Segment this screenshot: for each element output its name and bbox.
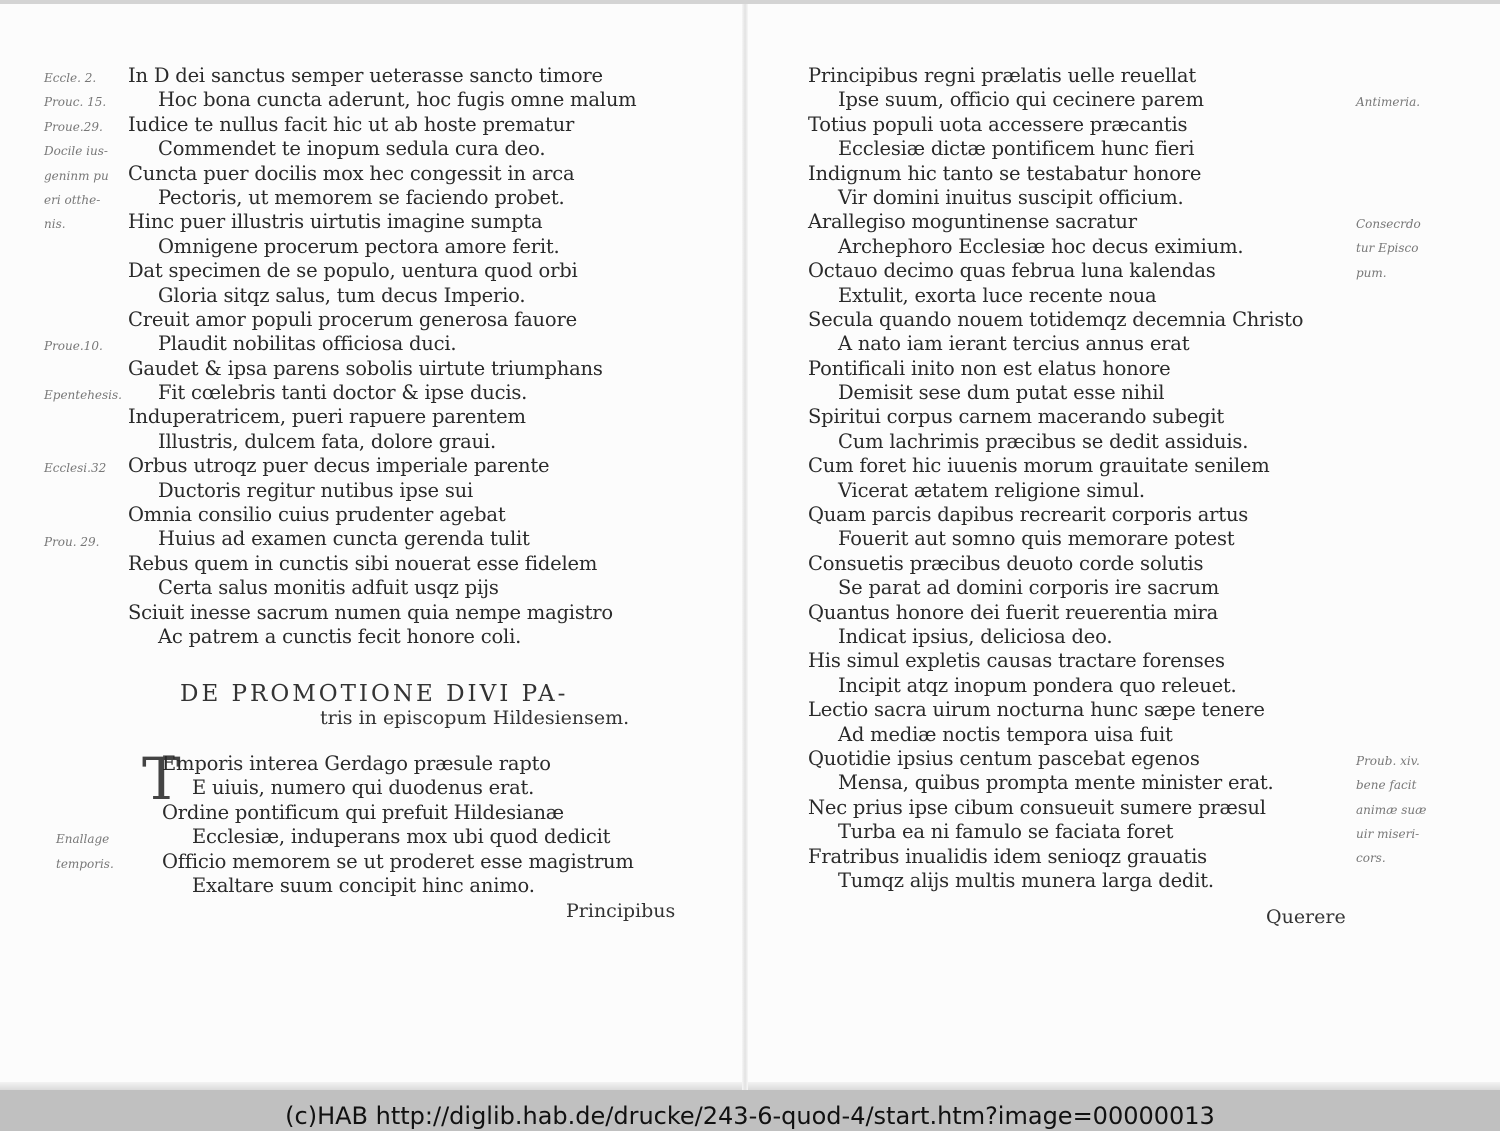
verse-line: Ecclesiæ dictæ pontificem hunc fieri — [838, 137, 1195, 161]
verse-line: Spiritui corpus carnem macerando subegit — [808, 405, 1225, 429]
margin-note: cors. — [1356, 851, 1386, 866]
verse-line: A nato iam ierant tercius annus erat — [838, 332, 1190, 356]
margin-note: eri otthe- — [44, 193, 101, 207]
verse-line: Cuncta puer docilis mox hec congessit in arca — [128, 161, 575, 185]
verse-line: Creuit amor populi procerum generosa fauore — [128, 307, 577, 331]
verse-line: Plaudit nobilitas officiosa duci. — [158, 332, 457, 356]
verse-line: Vir domini inuitus suscipit officium. — [838, 185, 1184, 209]
verse-line: Emporis interea Gerdago præsule rapto — [162, 752, 551, 775]
verse-line: Arallegiso moguntinense sacratur — [808, 210, 1137, 234]
verse-line: Fouerit aut somno quis memorare potest — [838, 527, 1235, 551]
verse-line: Ecclesiæ, induperans mox ubi quod dedicit — [192, 825, 611, 849]
margin-note: geninm pu — [44, 168, 109, 183]
margin-note: Proub. xiv. — [1356, 753, 1420, 768]
verse-line: Fit cœlebris tanti doctor & ipse ducis. — [158, 381, 528, 405]
verse-line: Cum lachrimis præcibus se dedit assiduis. — [838, 429, 1249, 453]
verse-line: Induperatricem, pueri rapuere parentem — [128, 405, 526, 429]
verse-line: Quantus honore dei fuerit reuerentia mira — [808, 600, 1219, 624]
verse-line: Ductoris regitur nutibus ipse sui — [158, 478, 474, 502]
drop-capital: T — [142, 745, 181, 813]
verse-line: Archephoro Ecclesiæ hoc decus eximium. — [838, 234, 1244, 258]
book-gutter — [742, 4, 748, 1094]
verse-line: Rebus quem in cunctis sibi nouerat esse fidelem — [128, 551, 598, 575]
verse-line: Orbus utroqz puer decus imperiale parente — [128, 454, 550, 478]
verse-line: Hinc puer illustris uirtutis imagine sumpta — [128, 210, 543, 234]
verse-line: Mensa, quibus prompta mente minister erat. — [838, 771, 1274, 795]
verse-line: Sciuit inesse sacrum numen quia nempe magistro — [128, 600, 613, 624]
verse-line: Ipse suum, officio qui cecinere parem — [838, 88, 1204, 112]
left-catchword: Principibus — [566, 900, 676, 922]
verse-line: Illustris, dulcem fata, dolore graui. — [158, 429, 496, 453]
verse-line: Nec prius ipse cibum consueuit sumere præsul — [808, 795, 1266, 819]
margin-note: uir miseri- — [1356, 827, 1420, 841]
section-subheading: tris in episcopum Hildesiensem. — [320, 707, 630, 729]
right-catchword: Querere — [1266, 906, 1346, 928]
verse-line: Indicat ipsius, deliciosa deo. — [838, 624, 1113, 648]
verse-line: Lectio sacra uirum nocturna hunc sæpe tenere — [808, 698, 1265, 722]
margin-note: Enallage — [56, 832, 110, 847]
verse-line: Ac patrem a cunctis fecit honore coli. — [158, 624, 522, 648]
margin-note: Consecrdo — [1356, 217, 1421, 231]
margin-note: animæ suæ — [1356, 802, 1427, 817]
verse-line: His simul expletis causas tractare forenses — [808, 649, 1225, 673]
left-page-text-lower — [162, 752, 634, 898]
verse-line: Dat specimen de se populo, uentura quod orbi — [128, 259, 578, 283]
verse-line: Ad mediæ noctis tempora uisa fuit — [838, 722, 1173, 746]
verse-line: Certa salus monitis adfuit usqz pijs — [158, 576, 499, 600]
verse-line: E uiuis, numero qui duodenus erat. — [192, 776, 535, 800]
verse-line: Totius populi uota accessere præcantis — [808, 112, 1188, 136]
verse-line: Pontificali inito non est elatus honore — [808, 356, 1171, 380]
verse-line: Consuetis præcibus deuoto corde solutis — [808, 551, 1204, 575]
section-heading: DE PROMOTIONE DIVI PA- — [180, 681, 569, 707]
margin-note: Docile ius- — [44, 144, 108, 159]
verse-line: Turba ea ni famulo se faciata foret — [838, 820, 1174, 844]
margin-note: tur Episco — [1356, 241, 1419, 256]
verse-line: Fratribus inualidis idem senioqz grauatis — [808, 844, 1207, 868]
margin-note: Prouc. 15. — [44, 95, 107, 110]
verse-line: Indignum hic tanto se testabatur honore — [808, 161, 1202, 185]
verse-line: Officio memorem se ut proderet esse magistrum — [162, 849, 634, 873]
verse-line: Quam parcis dapibus recrearit corporis artus — [808, 503, 1249, 527]
left-page-text — [128, 64, 636, 649]
margin-note: nis. — [44, 217, 66, 232]
verse-line: Quotidie ipsius centum pascebat egenos — [808, 746, 1200, 770]
verse-line: Incipit atqz inopum pondera quo releuet. — [838, 673, 1237, 697]
verse-line: Iudice te nullus facit hic ut ab hoste prematur — [128, 112, 575, 136]
verse-line: Vicerat ætatem religione simul. — [838, 478, 1145, 502]
verse-line: Gaudet & ipsa parens sobolis uirtute triumphans — [128, 356, 603, 380]
verse-line: Omnigene procerum pectora amore ferit. — [158, 234, 560, 258]
margin-note: Eccle. 2. — [44, 71, 97, 85]
margin-note: Proue.10. — [44, 339, 103, 354]
verse-line: In D dei sanctus semper ueterasse sancto timore — [128, 64, 603, 87]
verse-line: Gloria sitqz salus, tum decus Imperio. — [158, 283, 526, 307]
verse-line: Ordine pontificum qui prefuit Hildesianæ — [162, 800, 564, 824]
verse-line: Se parat ad domini corporis ire sacrum — [838, 576, 1220, 600]
verse-line: Commendet te inopum sedula cura deo. — [158, 137, 546, 161]
verse-line: Tumqz alijs multis munera larga dedit. — [838, 868, 1214, 892]
verse-line: Omnia consilio cuius prudenter agebat — [128, 503, 506, 527]
margin-note: temporis. — [56, 856, 114, 871]
margin-note: Prou. 29. — [44, 534, 100, 549]
verse-line: Secula quando nouem totidemqz decemnia Christo — [808, 307, 1304, 331]
verse-line: Demisit sese dum putat esse nihil — [838, 381, 1165, 405]
margin-note: pum. — [1356, 265, 1387, 280]
margin-note: Epentehesis. — [44, 388, 122, 403]
right-page-text — [808, 64, 1303, 893]
verse-line: Exaltare suum concipit hinc animo. — [192, 873, 535, 897]
margin-note: Proue.29. — [44, 119, 103, 134]
verse-line: Extulit, exorta luce recente noua — [838, 283, 1157, 307]
verse-line: Huius ad examen cuncta gerenda tulit — [158, 527, 530, 551]
margin-note: Antimeria. — [1356, 95, 1421, 109]
verse-line: Cum foret hic iuuenis morum grauitate senilem — [808, 454, 1270, 478]
verse-line: Hoc bona cuncta aderunt, hoc fugis omne malum — [158, 88, 637, 112]
copyright-footer: (c)HAB http://diglib.hab.de/drucke/243-6-quod-4/start.htm?image=00000013 — [0, 1090, 1500, 1131]
verse-line: Principibus regni prælatis uelle reuellat — [808, 64, 1196, 87]
margin-note: bene facit — [1356, 778, 1417, 793]
margin-note: Ecclesi.32 — [44, 461, 107, 476]
verse-line: Octauo decimo quas februa luna kalendas — [808, 259, 1216, 283]
verse-line: Pectoris, ut memorem se faciendo probet. — [158, 185, 565, 209]
